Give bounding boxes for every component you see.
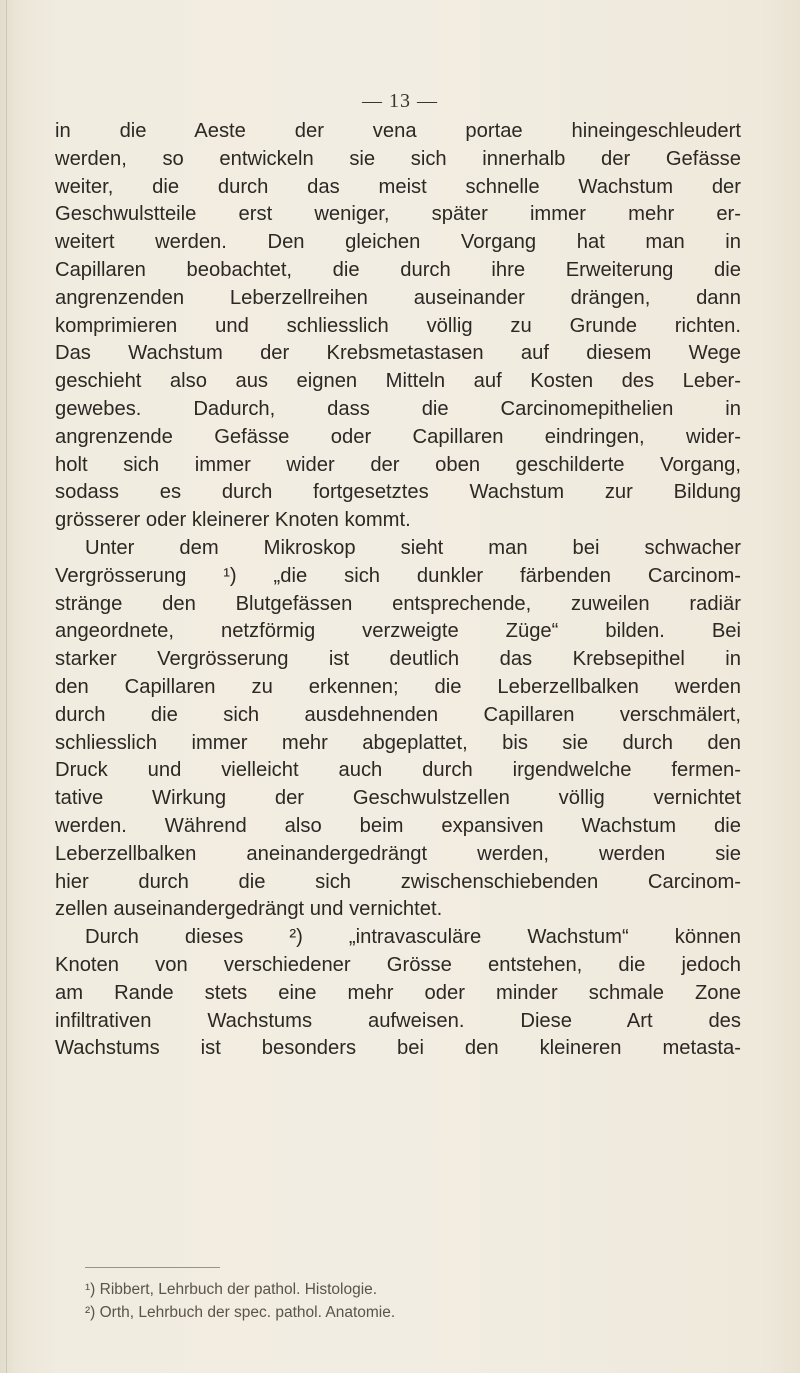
text-line: Druck und vielleicht auch durch irgendwelche fermen- [55,759,741,782]
text-line: sodass es durch fortgesetztes Wachstum zur Bildung [55,481,741,504]
text-line: angeordnete, netzförmig verzweigte Züge“ bilden. Bei [55,620,741,643]
text-line: infiltrativen Wachstums aufweisen. Diese Art des [55,1009,741,1032]
text-line: holt sich immer wider der oben geschilderte Vorgang, [55,453,741,476]
text-line: Durch dieses ²) „intravasculäre Wachstum“ können [85,926,741,949]
text-line: geschieht also aus eignen Mitteln auf Kosten des Leber- [55,370,741,393]
text-line: grösserer oder kleinerer Knoten kommt. [55,509,411,532]
text-line: schliesslich immer mehr abgeplattet, bis sie durch den [55,731,741,754]
page-number: — 13 — [362,90,438,112]
footnotes [85,1278,685,1324]
text-line: stränge den Blutgefässen entsprechende, zuweilen radiär [55,592,741,615]
text-line: durch die sich ausdehnenden Capillaren verschmälert, [55,703,741,726]
footnote-1: ¹) Ribbert, Lehrbuch der pathol. Histologie. [85,1281,378,1298]
text-line: Vergrösserung ¹) „die sich dunkler färbenden Carcinom- [55,564,741,587]
page-edge-shadow [6,0,7,1373]
text-line: Leberzellbalken aneinandergedrängt werden, werden sie [55,842,741,865]
body-text [55,118,741,1063]
text-line: gewebes. Dadurch, dass die Carcinomepithelien in [55,397,741,420]
text-line: Knoten von verschiedener Grösse entstehen, die jedoch [55,953,741,976]
text-line: hier durch die sich zwischenschiebenden Carcinom- [55,870,741,893]
text-line: in die Aeste der vena portae hineingeschleudert [55,120,741,142]
text-line: Wachstums ist besonders bei den kleineren metasta- [55,1037,741,1060]
text-line: starker Vergrösserung ist deutlich das Krebsepithel in [55,648,741,671]
text-line: tative Wirkung der Geschwulstzellen völlig vernichtet [55,787,741,810]
footnote-2: ²) Orth, Lehrbuch der spec. pathol. Anatomie. [85,1304,396,1321]
text-line: zellen auseinandergedrängt und vernichtet. [55,898,443,921]
text-line: Unter dem Mikroskop sieht man bei schwacher [85,536,741,559]
footnote-divider [85,1267,220,1268]
text-line: weitert werden. Den gleichen Vorgang hat man in [55,231,741,254]
text-line: werden. Während also beim expansiven Wachstum die [55,814,741,837]
text-line: angrenzenden Leberzellreihen auseinander drängen, dann [55,286,741,309]
text-line: Geschwulstteile erst weniger, später immer mehr er- [55,203,741,226]
text-line: komprimieren und schliesslich völlig zu Grunde richten. [55,314,741,337]
text-line: Capillaren beobachtet, die durch ihre Erweiterung die [55,258,741,281]
text-line: am Rande stets eine mehr oder minder schmale Zone [55,981,741,1004]
text-line: weiter, die durch das meist schnelle Wachstum der [55,175,741,198]
text-line: angrenzende Gefässe oder Capillaren eindringen, wider- [55,425,741,448]
text-line: werden, so entwickeln sie sich innerhalb der Gefässe [55,147,741,170]
text-line: den Capillaren zu erkennen; die Leberzellbalken werden [55,675,741,698]
text-line: Das Wachstum der Krebsmetastasen auf diesem Wege [55,342,741,365]
